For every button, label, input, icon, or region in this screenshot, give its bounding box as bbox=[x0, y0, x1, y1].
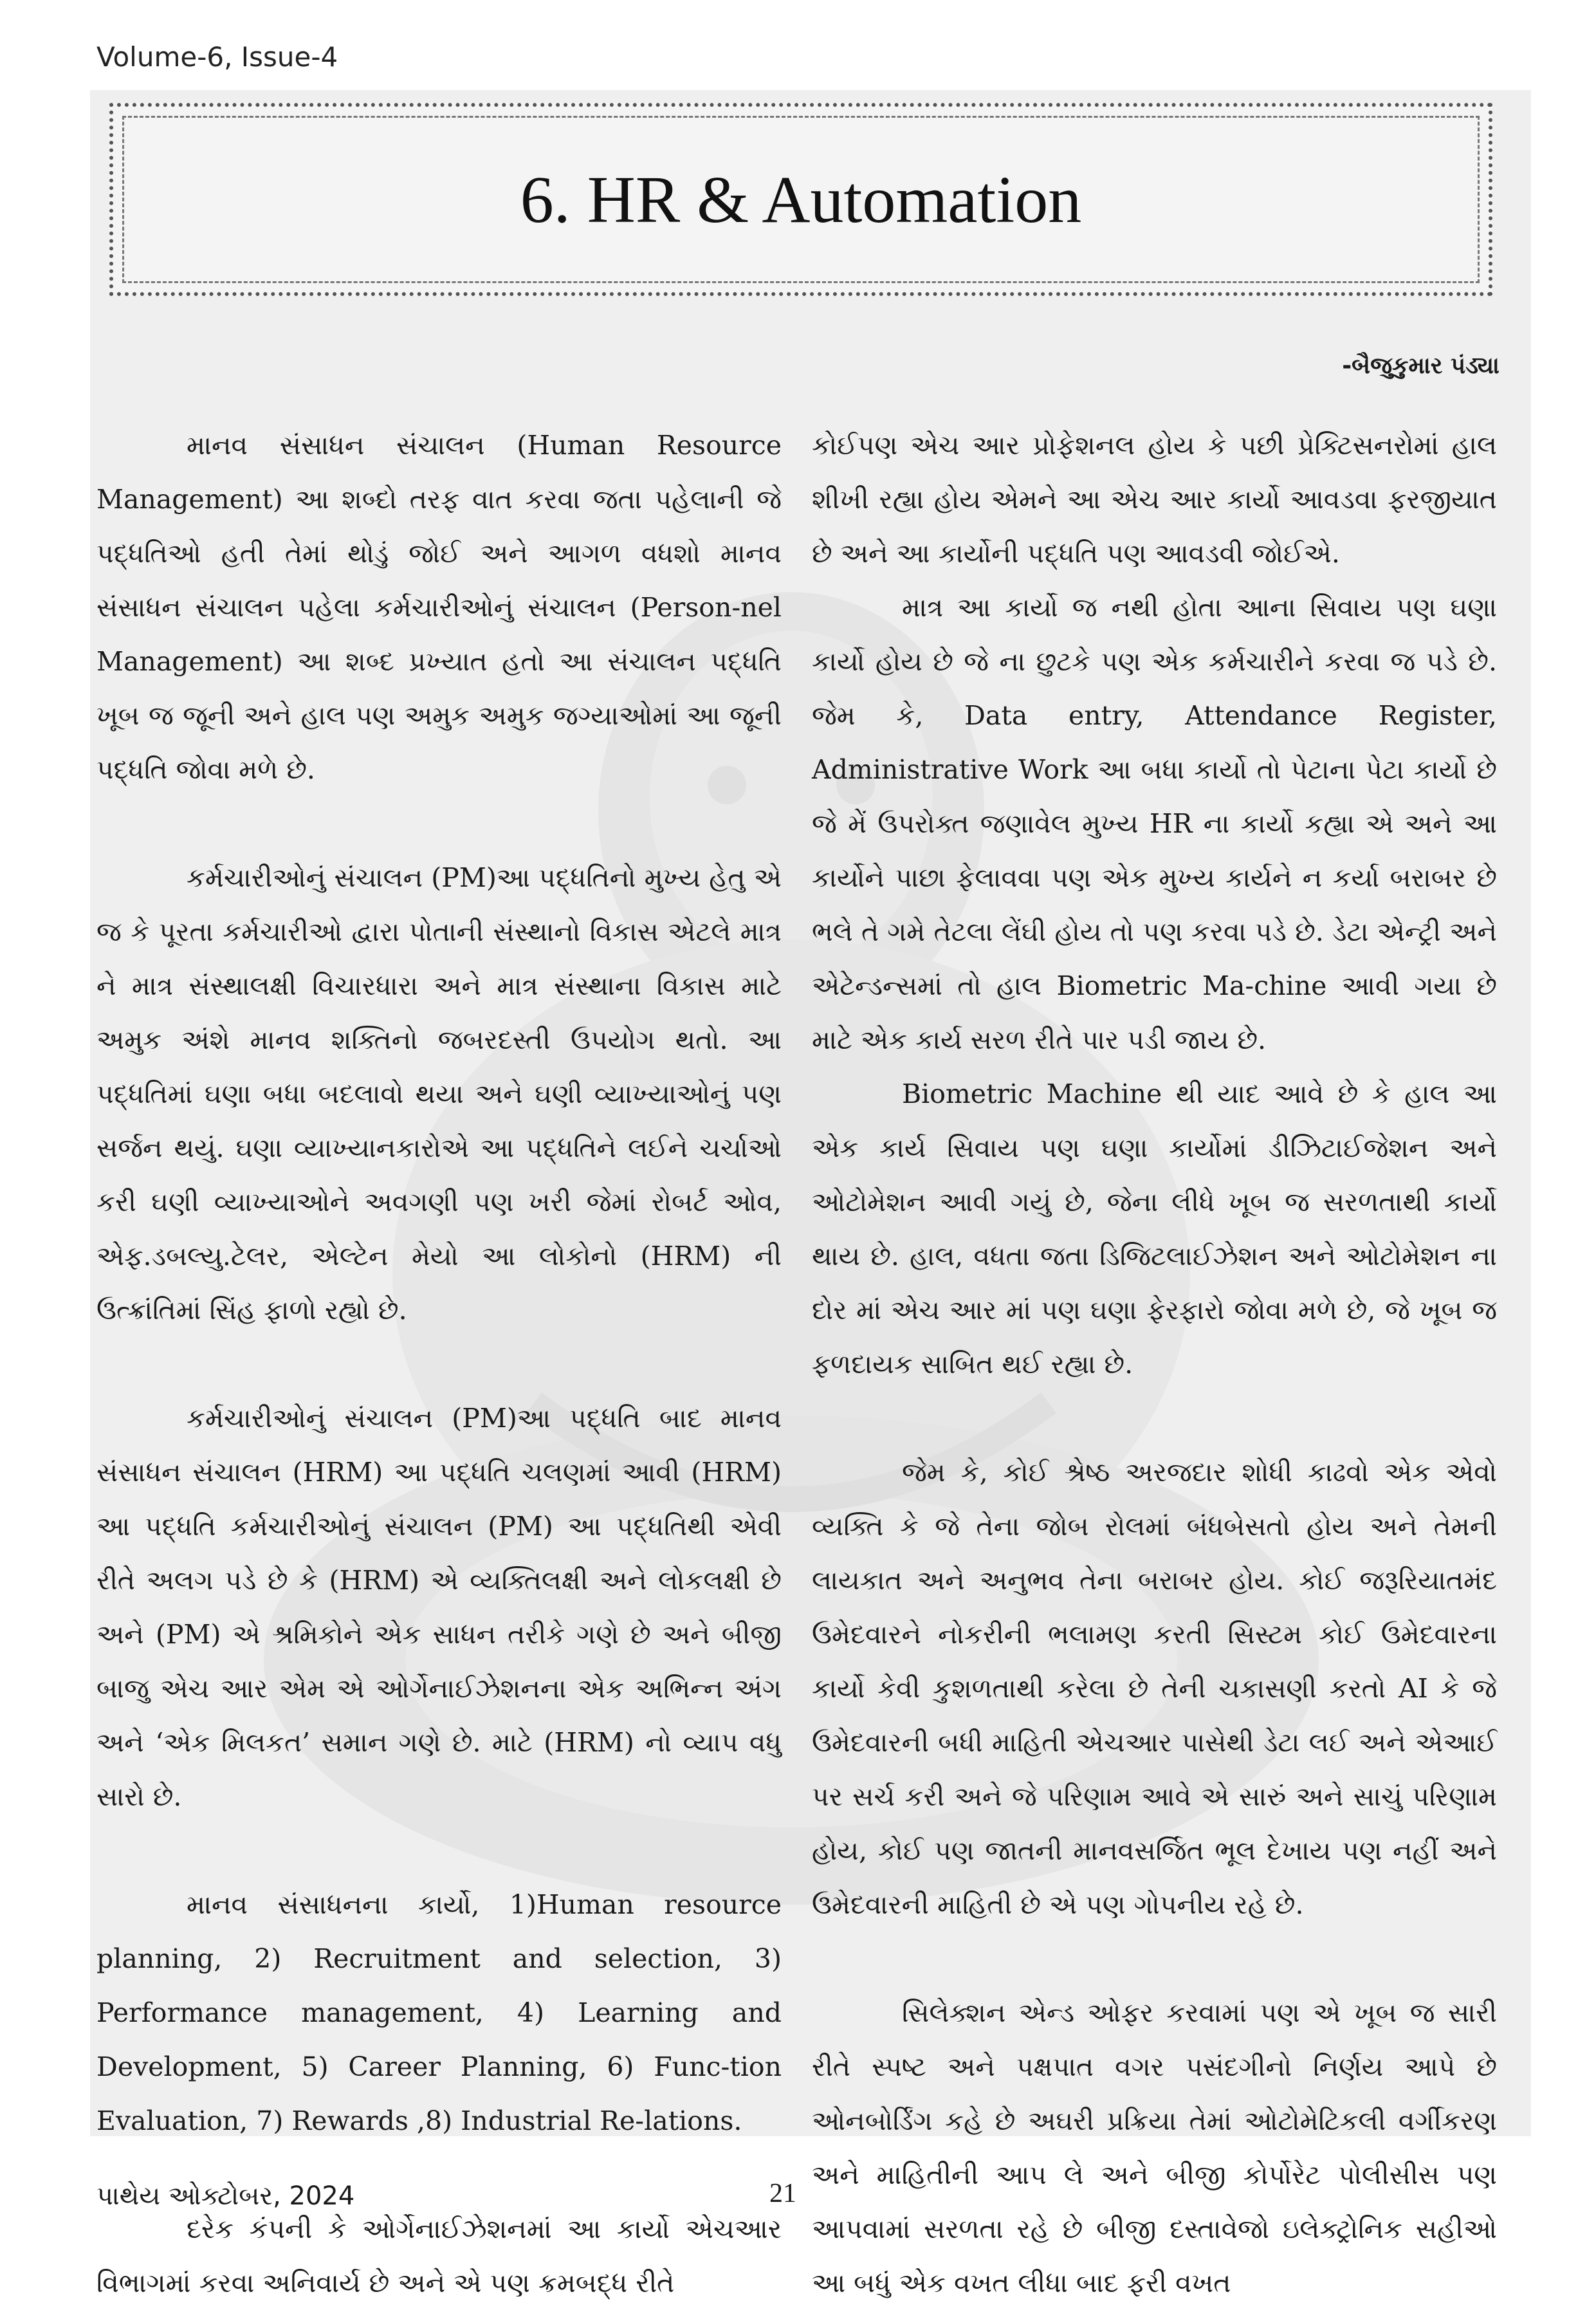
footer-publication: પાથેય ઓક્ટોબર, 2024 bbox=[96, 2181, 355, 2211]
volume-issue: Volume-6, Issue-4 bbox=[96, 41, 338, 73]
author-name: -બૈજુકુમાર પંડ્યા bbox=[1342, 353, 1500, 379]
paragraph: જેમ કે, કોઈ શ્રેષ્ઠ અરજદાર શોધી કાઢવો એક એવો વ્યક્તિ કે જે તેના જોબ રોલમાં બંધબેસતો હોય અને તેમની લાયકાત અને અનુભવ તેના બરાબર હોય. કોઈ જરૂરિયાતમંદ ઉમેદવારને નોકરીની ભલામણ કરતી સિસ્ટમ કોઈ ઉમેદવારના કાર્યો કેવી કુશળતાથી કરેલા છે તેની ચકાસણી કરતો AI કે જે ઉમેદવારની બધી માહિતી એચઆર પાસેથી ડેટા લઈ અને એઆઈ પર સર્ચ કરી અને જે પરિણામ આવે એ સારું અને સાચું પરિણામ હોય, કોઈ પણ જાતની માનવસર્જિત ભૂલ દેખાય પણ નહીં અને ઉમેદવારની માહિતી છે એ પણ ગોપનીય રહે છે. bbox=[812, 1457, 1497, 1920]
title-frame bbox=[109, 103, 1492, 296]
paragraph: સિલેક્શન એન્ડ ઓફર કરવામાં પણ એ ખૂબ જ સારી રીતે સ્પષ્ટ અને પક્ષપાત વગર પસંદગીનો નિર્ણય આપે છે ઓનબોર્ડિંગ કહે છે અઘરી પ્રક્રિયા તેમાં ઓટોમેટિકલી વર્ગીકરણ અને માહિતીની આપ લે અને બીજી કોર્પોરેટ પોલીસીસ પણ આપવામાં સરળતા રહે છે બીજી દસ્તાવેજો ઇલેક્ટ્રોનિક સહીઓ આ બધું એક વખત લીધા બાદ ફરી વખત bbox=[812, 1997, 1497, 2298]
paragraph: માત્ર આ કાર્યો જ નથી હોતા આના સિવાય પણ ઘણા કાર્યો હોય છે જે ના છુટકે પણ એક કર્મચારીને કરવા જ પડે છે. જેમ કે, Data entry, Attendance Register, Administrative Work આ બધા કાર્યો તો પેટાના પેટા કાર્યો છે જે મેં ઉપરોક્ત જણાવેલ મુખ્ય HR ના કાર્યો કહ્યા એ અને આ કાર્યોને પાછા ફેલાવવા પણ એક મુખ્ય કાર્યને ન કર્યા બરાબર છે ભલે તે ગમે તેટલા લેંઘી હોય તો પણ કરવા પડે છે. ડેટા એન્ટ્રી અને એટેન્ડન્સમાં તો હાલ Biometric Ma-chine આવી ગયા છે માટે એક કાર્ય સરળ રીતે પાર પડી જાય છે. bbox=[812, 592, 1497, 1055]
paragraph: માનવ સંસાધન સંચાલન (Human Resource Management) આ શબ્દો તરફ વાત કરવા જતા પહેલાની જે પદ્ધતિઓ હતી તેમાં થોડું જોઈ અને આગળ વધશો માનવ સંસાધન સંચાલન પહેલા કર્મચારીઓનું સંચાલન (Person-nel Management) આ શબ્દ પ્રખ્યાત હતો આ સંચાલન પદ્ધતિ ખૂબ જ જૂની અને હાલ પણ અમુક અમુક જગ્યાઓમાં આ જૂની પદ્ધતિ જોવા મળે છે. bbox=[96, 430, 782, 785]
paragraph: કર્મચારીઓનું સંચાલન (PM)આ પદ્ધતિ બાદ માનવ સંસાધન સંચાલન (HRM) આ પદ્ધતિ ચલણમાં આવી (HRM) આ પદ્ધતિ કર્મચારીઓનું સંચાલન (PM) આ પદ્ધતિથી એવી રીતે અલગ પડે છે કે (HRM) એ વ્યક્તિલક્ષી અને લોકલક્ષી છે અને (PM) એ શ્રમિકોને એક સાધન તરીકે ગણે છે અને બીજી બાજુ એચ આર એમ એ ઓર્ગેનાઈઝેશનના એક અભિન્ન અંગ અને ‘એક મિલકત’ સમાન ગણે છે. માટે (HRM) નો વ્યાપ વધુ સારો છે. bbox=[96, 1403, 782, 1812]
paragraph: દરેક કંપની કે ઓર્ગેનાઈઝેશનમાં આ કાર્યો એચઆર વિભાગમાં કરવા અનિવાર્ય છે અને એ પણ ક્રમબદ્ધ રીતે bbox=[96, 2213, 782, 2298]
right-column bbox=[812, 418, 1497, 2310]
paragraph: Biometric Machine થી યાદ આવે છે કે હાલ આ એક કાર્ય સિવાય પણ ઘણા કાર્યોમાં ડીઝિટાઈજેશન અને ઓટોમેશન આવી ગયું છે, જેના લીધે ખૂબ જ સરળતાથી કાર્યો થાય છે. હાલ, વધતા જતા ડિજિટલાઈઝેશન અને ઓટોમેશન ના દોર માં એચ આર માં પણ ઘણા ફેરફારો જોવા મળે છે, જે ખૂબ જ ફળદાયક સાબિત થઈ રહ્યા છે. bbox=[812, 1078, 1497, 1380]
page-title: 6. HR & Automation bbox=[520, 162, 1082, 237]
paragraph: માનવ સંસાધનના કાર્યો, 1)Human resource planning, 2) Recruitment and selection, 3) Performance management, 4) Learning and Development, 5) Career Planning, 6) Func-tion Evaluation, 7) Rewards ,8) Industrial Re-lations. bbox=[96, 1889, 782, 2136]
page-number: 21 bbox=[769, 2179, 796, 2208]
left-column bbox=[96, 418, 782, 2310]
paragraph: કોઈપણ એચ આર પ્રોફેશનલ હોય કે પછી પ્રેક્ટિસનરોમાં હાલ શીખી રહ્યા હોય એમને આ એચ આર કાર્યો આવડવા ફરજીયાત છે અને આ કાર્યોની પદ્ધતિ પણ આવડવી જોઈએ. bbox=[812, 430, 1497, 569]
paragraph: કર્મચારીઓનું સંચાલન (PM)આ પદ્ધતિનો મુખ્ય હેતુ એ જ કે પૂરતા કર્મચારીઓ દ્વારા પોતાની સંસ્થાનો વિકાસ એટલે માત્ર ને માત્ર સંસ્થાલક્ષી વિચારધારા અને માત્ર સંસ્થાના વિકાસ માટે અમુક અંશે માનવ શક્તિનો જબરદસ્તી ઉપયોગ થતો. આ પદ્ધતિમાં ઘણા બધા બદલાવો થયા અને ઘણી વ્યાખ્યાઓનું પણ સર્જન થયું. ઘણા વ્યાખ્યાનકારોએ આ પદ્ધતિને લઈને ચર્ચાઓ કરી ઘણી વ્યાખ્યાઓને અવગણી પણ ખરી જેમાં રોબર્ટ ઓવ, એફ.ડબલ્યુ.ટેલર, એલ્ટેન મેયો આ લોકોનો (HRM) ની ઉત્ક્રાંતિમાં સિંહ ફાળો રહ્યો છે. bbox=[96, 862, 782, 1326]
